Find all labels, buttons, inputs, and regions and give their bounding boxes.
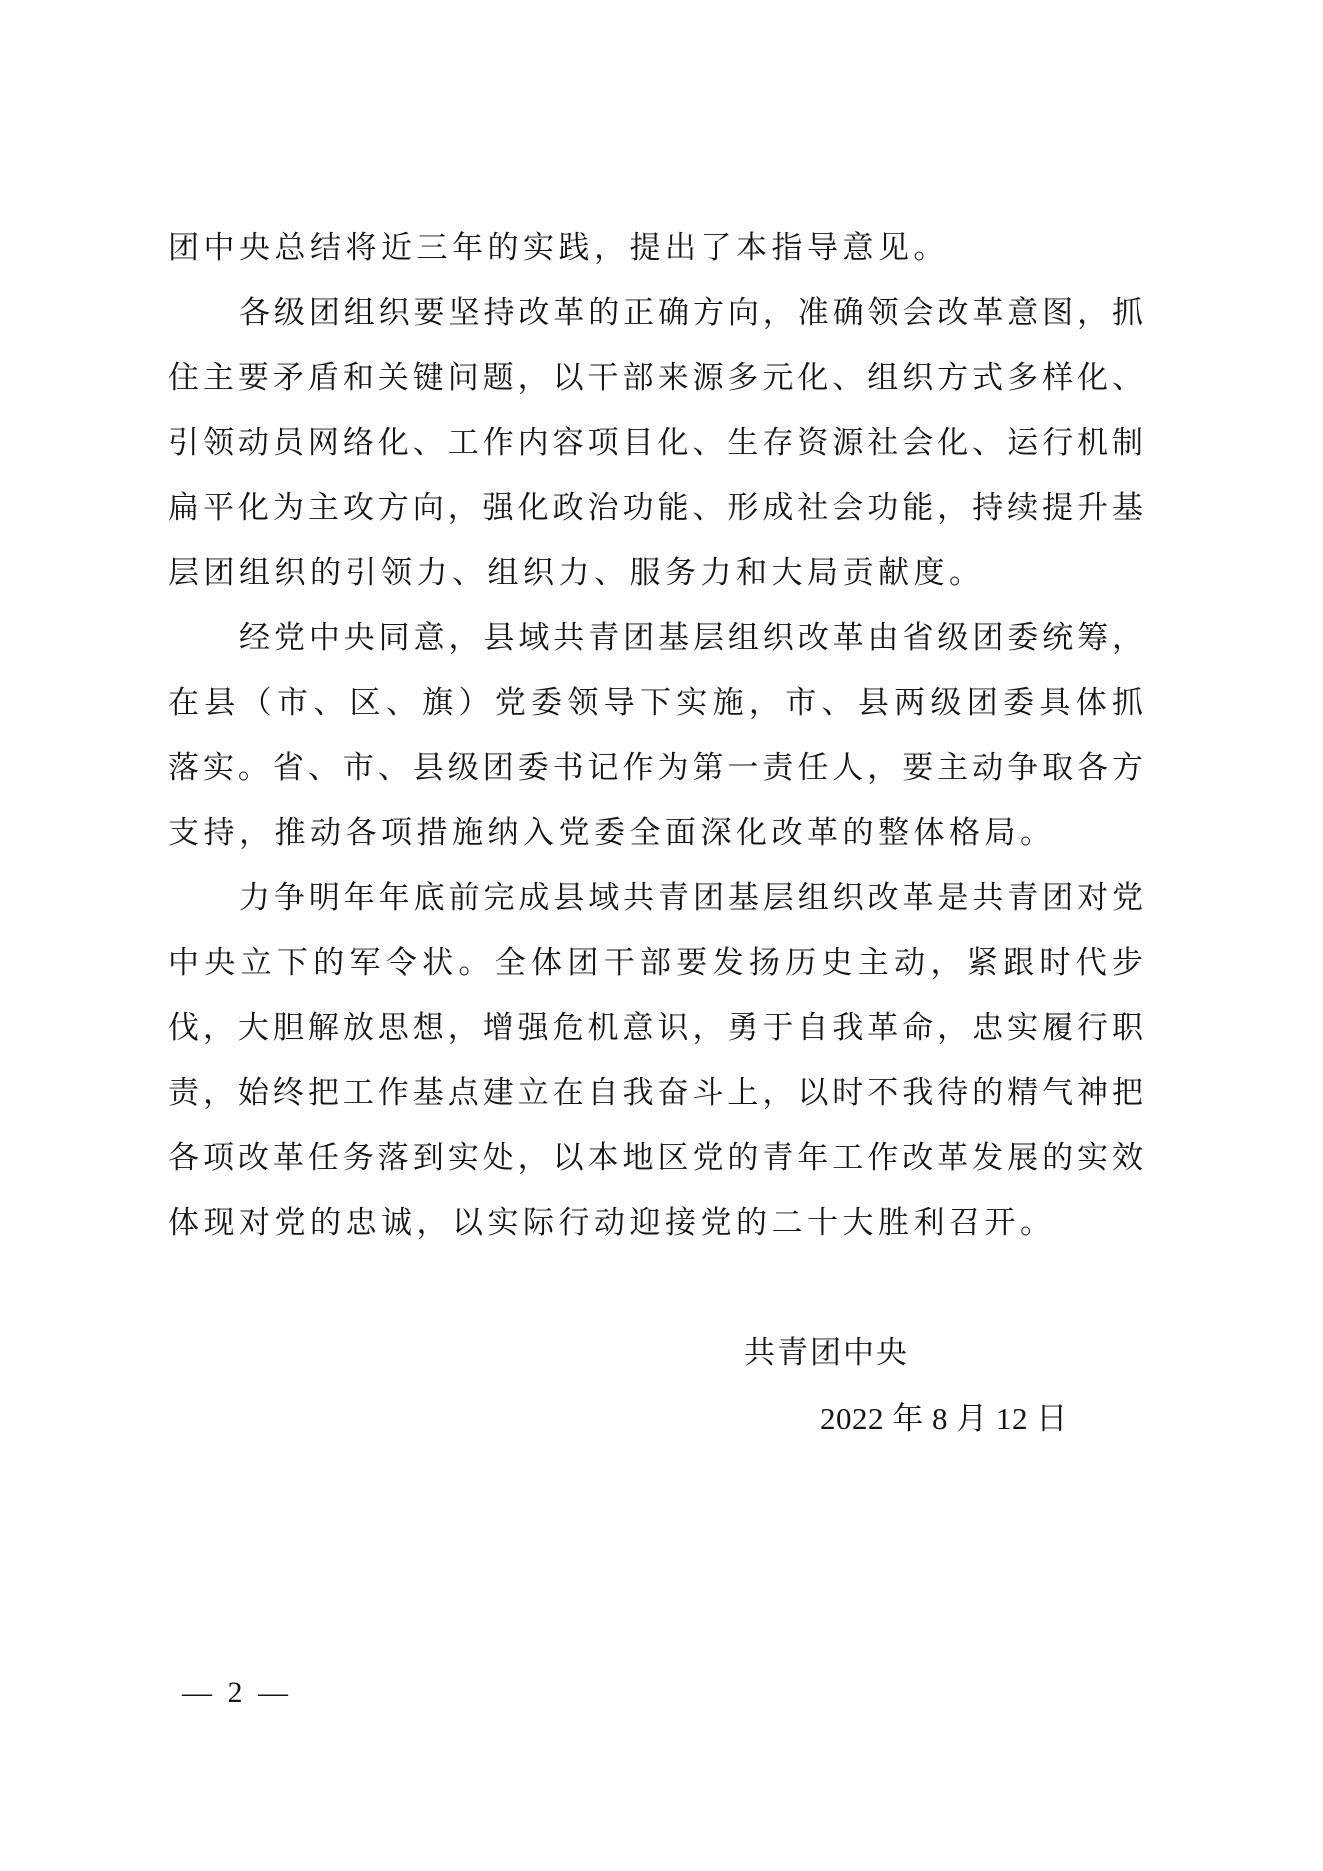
signature-date: 2022 年 8 月 12 日 xyxy=(820,1401,1068,1436)
document-line: 责，始终把工作基点建立在自我奋斗上，以时不我待的精气神把 xyxy=(168,1075,1143,1110)
document-line: 层团组织的引领力、组织力、服务力和大局贡献度。 xyxy=(168,555,985,590)
document-line: 引领动员网络化、工作内容项目化、生存资源社会化、运行机制 xyxy=(168,425,1143,460)
document-line: 各级团组织要坚持改革的正确方向，准确领会改革意图，抓 xyxy=(239,295,1143,330)
document-line: 支持，推动各项措施纳入党委全面深化改革的整体格局。 xyxy=(168,815,1056,850)
page-number: — 2 — xyxy=(182,1676,292,1709)
document-line: 各项改革任务落到实处，以本地区党的青年工作改革发展的实效 xyxy=(168,1140,1143,1175)
document-line: 伐，大胆解放思想，增强危机意识，勇于自我革命，忠实履行职 xyxy=(168,1010,1143,1045)
document-line: 扁平化为主攻方向，强化政治功能、形成社会功能，持续提升基 xyxy=(168,490,1143,525)
document-line: 落实。省、市、县级团委书记作为第一责任人，要主动争取各方 xyxy=(168,750,1143,785)
document-line: 在县（市、区、旗）党委领导下实施，市、县两级团委具体抓 xyxy=(168,685,1143,720)
document-line: 住主要矛盾和关键问题，以干部来源多元化、组织方式多样化、 xyxy=(168,360,1143,395)
document-line: 体现对党的忠诚，以实际行动迎接党的二十大胜利召开。 xyxy=(168,1205,1056,1240)
document-line: 经党中央同意，县域共青团基层组织改革由省级团委统筹， xyxy=(239,620,1143,655)
signature-issuer: 共青团中央 xyxy=(744,1335,909,1370)
document-body xyxy=(168,215,1143,1255)
document-line: 中央立下的军令状。全体团干部要发扬历史主动，紧跟时代步 xyxy=(168,945,1143,980)
document-line: 力争明年年底前完成县域共青团基层组织改革是共青团对党 xyxy=(239,880,1143,915)
document-line: 团中央总结将近三年的实践，提出了本指导意见。 xyxy=(168,230,949,265)
